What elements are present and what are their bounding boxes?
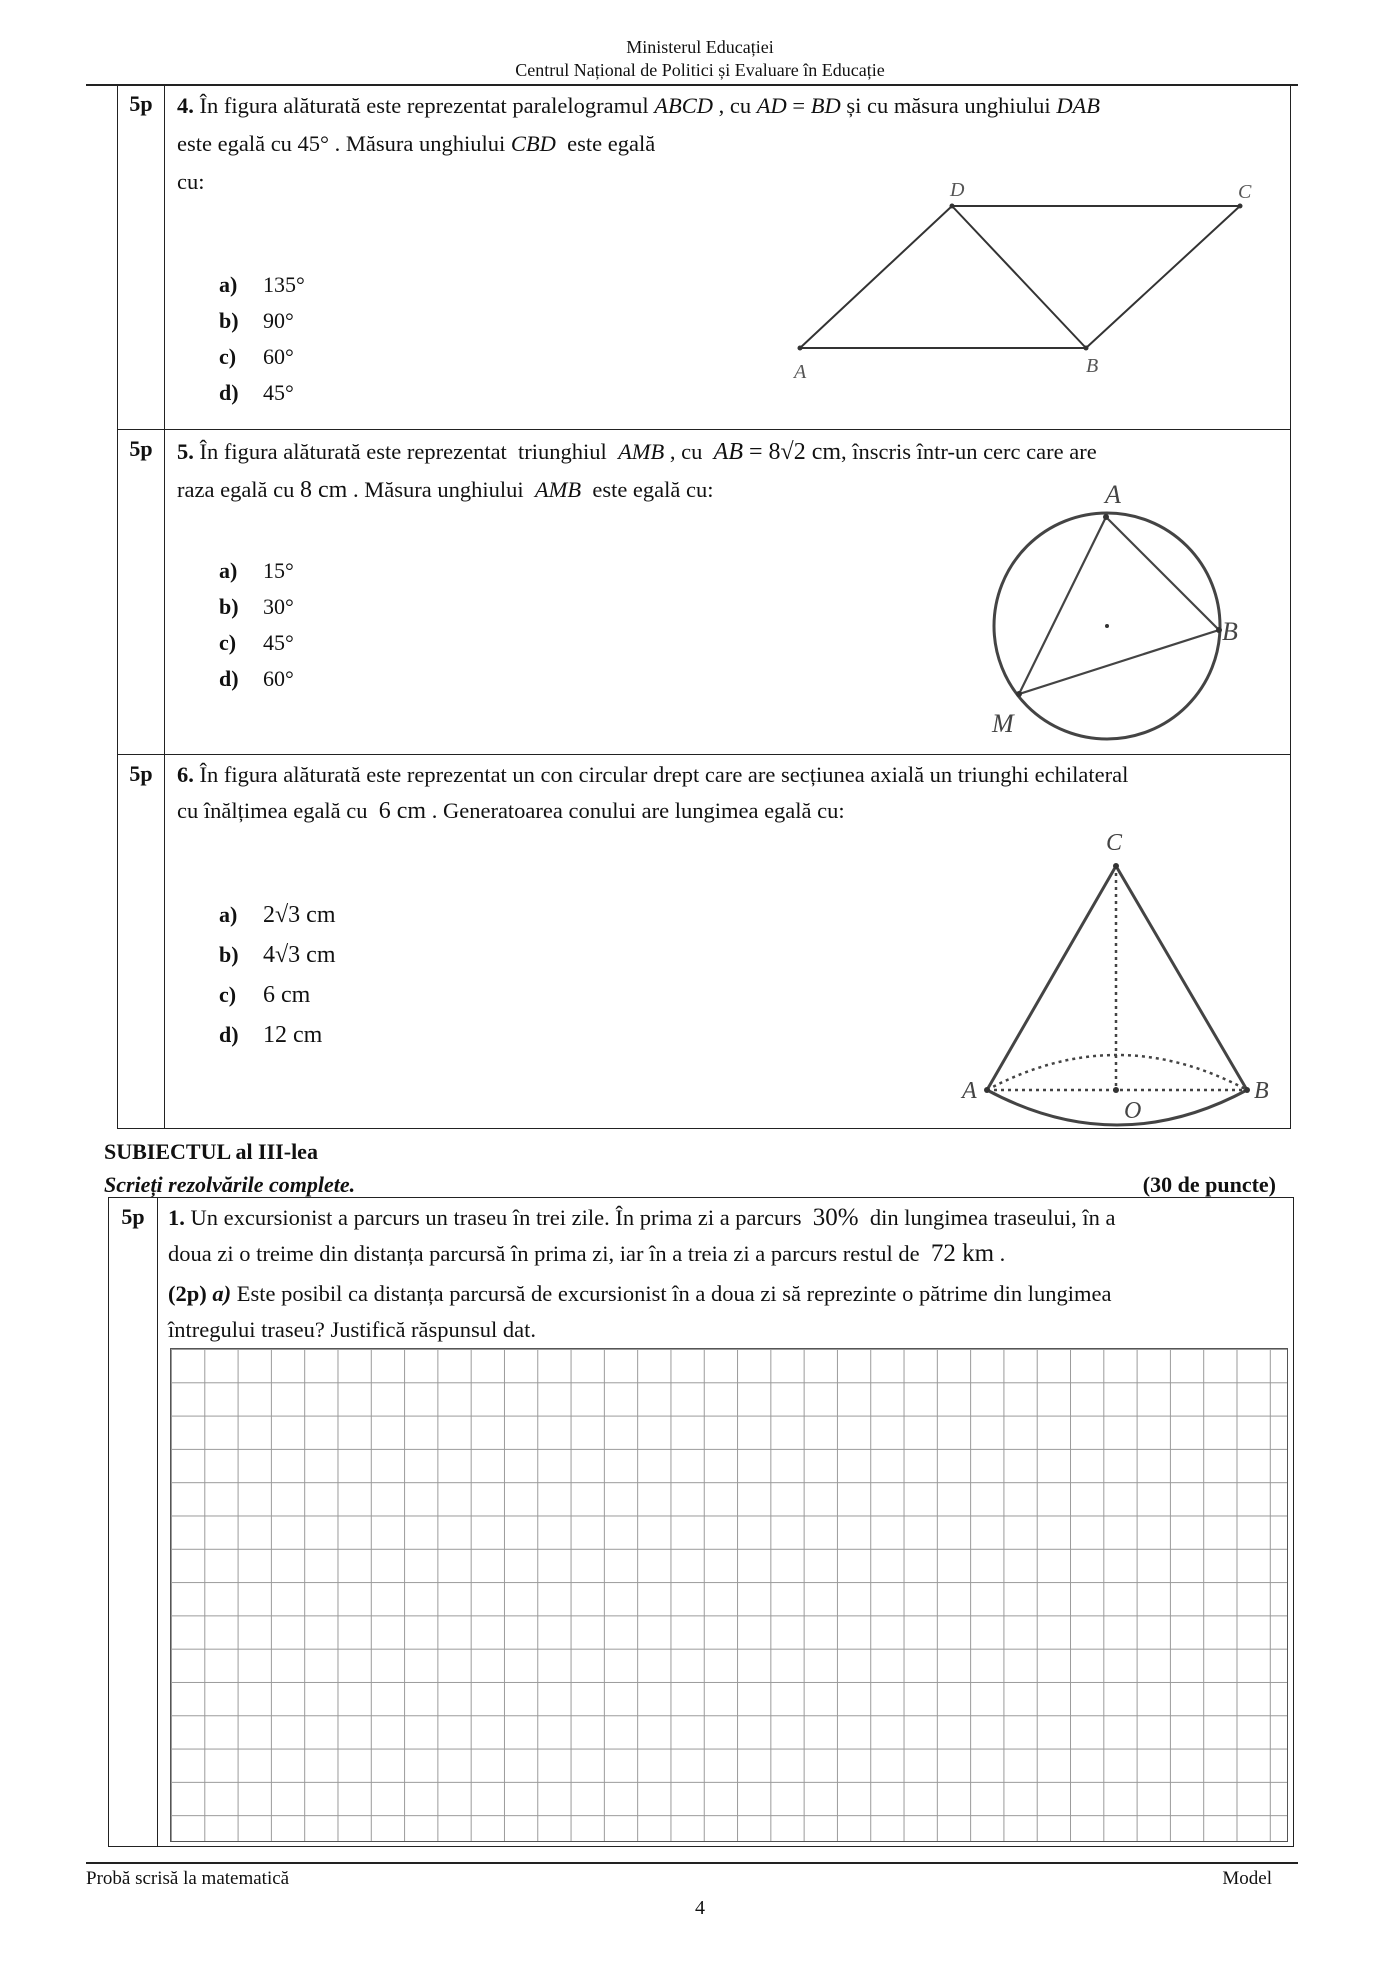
q5-option-c[interactable]: c) 45° bbox=[219, 630, 294, 655]
q4-number: 4. bbox=[177, 93, 194, 118]
q6-option-b[interactable]: b) 4√3 cm bbox=[219, 942, 336, 968]
q5-option-d[interactable]: d) 60° bbox=[219, 666, 294, 691]
answer-grid[interactable] bbox=[170, 1348, 1288, 1842]
section-3-title: SUBIECTUL al III-lea bbox=[104, 1139, 318, 1164]
q4-line3: cu: bbox=[177, 169, 205, 194]
header-center: Centrul Național de Politici și Evaluare în Educație bbox=[515, 60, 885, 80]
footer-exam: Probă scrisă la matematică bbox=[86, 1868, 290, 1889]
q6-option-a[interactable]: a) 2√3 cm bbox=[219, 902, 336, 928]
q5-option-a[interactable]: a) 15° bbox=[219, 558, 294, 583]
q5-line1: 5. În figura alăturată este reprezentat triunghiul AMB , cu AB = 8√2 cm, înscris într-un cerc care are bbox=[177, 439, 1097, 465]
p1-line3: (2p) a) Este posibil ca distanța parcursă de excursionist în a doua zi să reprezinte o pătrime din lungimea bbox=[168, 1281, 1112, 1306]
section-3-points: (30 de puncte) bbox=[1142, 1172, 1276, 1197]
q5-number: 5. bbox=[177, 439, 194, 464]
label-b: B bbox=[1086, 355, 1099, 377]
page-number: 4 bbox=[695, 1897, 705, 1919]
p1-sub-letter: a) bbox=[212, 1281, 232, 1306]
p1-line2: doua zi o treime din distanța parcursă în prima zi, iar în a treia zi a parcurs restul de 72 km . bbox=[168, 1240, 1006, 1267]
q4-text-a: În figura alăturată este reprezentat paralelogramul ABCD , cu AD = BD și cu măsura unghiului DAB bbox=[199, 93, 1101, 118]
label-b: B bbox=[1222, 617, 1238, 646]
q5-line2: raza egală cu 8 cm . Măsura unghiului AMB este egală cu: bbox=[177, 477, 714, 503]
p1-cell bbox=[158, 1198, 1294, 1847]
q4-option-a[interactable]: a) 135° bbox=[219, 272, 305, 297]
q4-option-d[interactable]: d) 45° bbox=[219, 380, 294, 405]
q6-line1: 6. În figura alăturată este reprezentat un con circular drept care are secțiunea axială un triunghi echilateral bbox=[177, 762, 1129, 787]
subject-3-table bbox=[108, 1197, 1294, 1847]
q6-option-c[interactable]: c) 6 cm bbox=[219, 982, 311, 1008]
p1-text-wrap bbox=[168, 1200, 1278, 1348]
label-b: B bbox=[1254, 1078, 1269, 1104]
p1-line4: întregului traseu? Justifică răspunsul dat. bbox=[168, 1317, 537, 1342]
q6-points: 5p bbox=[118, 755, 165, 1129]
triangle-amb bbox=[1019, 517, 1219, 694]
q4-option-c[interactable]: c) 60° bbox=[219, 344, 294, 369]
label-a: A bbox=[1105, 480, 1121, 509]
p1-sub-points: (2p) bbox=[168, 1281, 207, 1306]
section-3-instruction: Scrieți rezolvările complete. bbox=[104, 1172, 356, 1197]
cone-figure bbox=[987, 866, 1247, 1125]
base-front-arc bbox=[987, 1090, 1247, 1125]
header-ministry: Ministerul Educației bbox=[626, 37, 774, 57]
label-c: C bbox=[1238, 181, 1252, 203]
label-o: O bbox=[1124, 1098, 1142, 1124]
q5-option-b[interactable]: b) 30° bbox=[219, 594, 294, 619]
q4-points: 5p bbox=[118, 85, 165, 430]
label-a: A bbox=[794, 361, 807, 383]
p1-points: 5p bbox=[109, 1198, 158, 1847]
label-a: A bbox=[962, 1078, 977, 1104]
q6-line2: cu înălțimea egală cu 6 cm . Generatoarea conului are lungimea egală cu: bbox=[177, 798, 845, 824]
q6-number: 6. bbox=[177, 762, 194, 787]
label-m: M bbox=[992, 709, 1014, 738]
p1-line1: 1. Un excursionist a parcurs un traseu în trei zile. În prima zi a parcurs 30% din lungimea traseului, în a bbox=[168, 1204, 1116, 1231]
label-c: C bbox=[1106, 830, 1123, 856]
q5-points: 5p bbox=[118, 430, 165, 755]
p1-number: 1. bbox=[168, 1205, 185, 1230]
circle-center bbox=[1105, 624, 1109, 628]
footer-rule bbox=[86, 1862, 1298, 1864]
parallelogram-figure bbox=[800, 206, 1240, 348]
label-d: D bbox=[950, 179, 965, 201]
footer-model: Model bbox=[1222, 1868, 1272, 1889]
diagonal-bd bbox=[952, 206, 1086, 348]
q4-option-b[interactable]: b) 90° bbox=[219, 308, 294, 333]
q6-option-d[interactable]: d) 12 cm bbox=[219, 1022, 323, 1048]
q4-line2: este egală cu 45° . Măsura unghiului CBD este egală bbox=[177, 131, 656, 156]
